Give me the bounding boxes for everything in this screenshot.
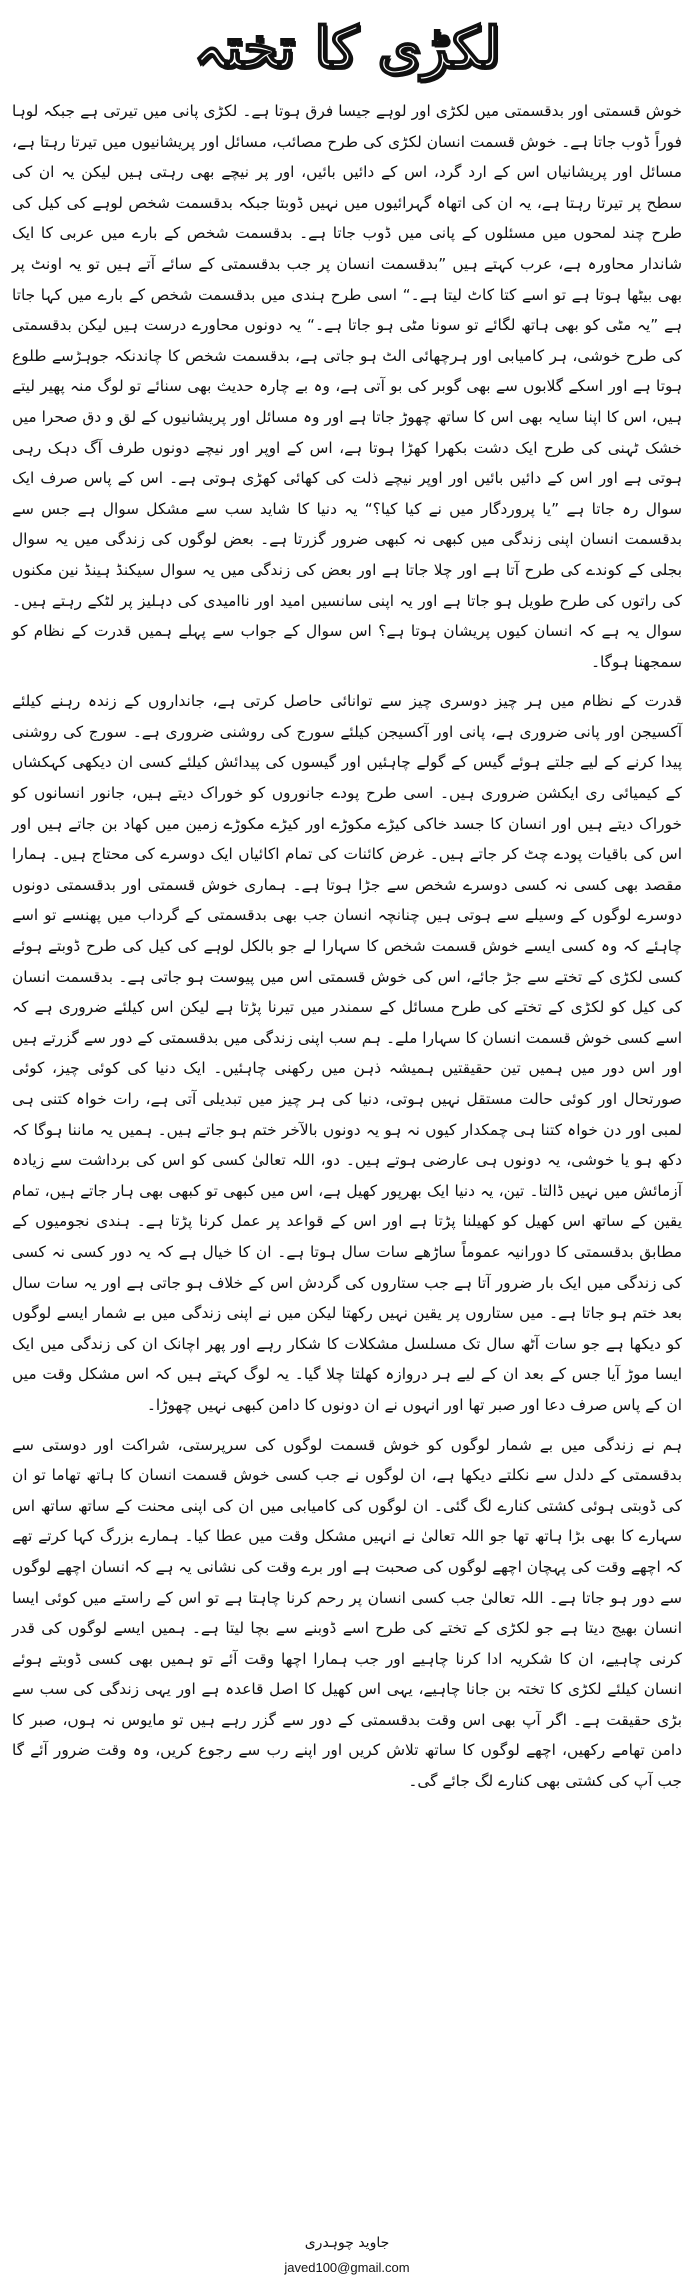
article-paragraph: ہم نے زندگی میں بے شمار لوگوں کو خوش قسمت لوگوں کی سرپرستی، شراکت اور دوستی سے بدقسمتی کے دلدل سے نکلتے دیکھا ہے، ان لوگوں نے جب کسی خوش قسمت انسان کا ہاتھ تھاما تو ان کی ڈوبتی ہوئی کشتی کنارے لگ گئی۔ ان لوگوں کی کامیابی میں ان کی اپنی محنت کے ساتھ ساتھ اس سہارے کا بھی بڑا ہاتھ تھا جو اللہ تعالیٰ نے انہیں مشکل وقت میں عطا کیا۔ ہمارے بزرگ کہا کرتے تھے کہ اچھے وقت کی پہچان اچھے لوگوں کی صحبت ہے اور برے وقت کی نشانی یہ ہے کہ انسان اچھے لوگوں سے دور ہو جاتا ہے۔ اللہ تعالیٰ جب کسی انسان پر رحم کرنا چاہتا ہے تو اس کے راستے میں کوئی ایسا انسان بھیج دیتا ہے جو لکڑی کے تختے کی طرح اسے ڈوبنے سے بچا لیتا ہے۔ ہمیں ایسے لوگوں کی قدر کرنی چاہیے، ان کا شکریہ ادا کرنا چاہیے اور جب ہمارا اچھا وقت آئے تو ہمیں بھی کسی ڈوبتے ہوئے انسان کیلئے لکڑی کا تختہ بن جانا چاہیے، یہی اس کھیل کا اصل قاعدہ ہے اور یہی زندگی کی سب سے بڑی حقیقت ہے۔ اگر آپ بھی اس وقت بدقسمتی کے دور سے گزر رہے ہیں تو مایوس نہ ہوں، صبر کا دامن تھامے رکھیں، اچھے لوگوں کا ساتھ تلاش کریں اور اپنے رب سے رجوع کریں، وہ وقت ضرور آئے گا جب آپ کی کشتی بھی کنارے لگ جائے گی۔ xyxy=(12,1435,682,1791)
article-paragraph: قدرت کے نظام میں ہر چیز دوسری چیز سے توانائی حاصل کرتی ہے، جانداروں کے زندہ رہنے کیلئے آکسیجن اور پانی ضروری ہے، پانی اور آکسیجن کیلئے سورج کی روشنی ضروری ہے۔ سورج کی روشنی پیدا کرنے کے لیے جلتے ہوئے گیس کے گولے چاہئیں اور گیسوں کی پیدائش کیلئے کسی ان دیکھی کہکشاں کے کیمیائی ری ایکشن ضروری ہیں۔ اسی طرح پودے جانوروں کو خوراک دیتے ہیں، جانور انسانوں کو خوراک دیتے ہیں اور انسان کا جسد خاکی کیڑے مکوڑے اور کیڑے مکوڑے زمین میں کھاد بن جاتے ہیں اور اس کی باقیات پودے چٹ کر جاتے ہیں۔ غرض کائنات کی تمام اکائیاں ایک دوسرے کی محتاج ہیں۔ ہمارا مقصد بھی کسی نہ کسی دوسرے شخص سے جڑا ہوتا ہے۔ ہماری خوش قسمتی اور بدقسمتی دونوں دوسرے لوگوں کے وسیلے سے ہوتی ہیں چنانچہ انسان جب بھی بدقسمتی کے گرداب میں پھنسے تو اسے چاہئے کہ وہ کسی ایسے خوش قسمت شخص کا سہارا لے جو بالکل لوہے کی کیل کی طرح ڈوبتے ہوئے کسی لکڑی کے تختے سے جڑ جائے، اس کی خوش قسمتی اس میں پیوست ہو جاتی ہے۔ بدقسمت انسان کی کیل کو لکڑی کے تختے کی طرح مسائل کے سمندر میں تیرنا پڑتا ہے لیکن اس کیلئے ضروری ہے کہ اسے کسی خوش قسمت انسان کا سہارا ملے۔ ہم سب اپنی زندگی میں بدقسمتی کے دور سے گزرتے ہیں اور اس دور میں ہمیں تین حقیقتیں ہمیشہ ذہن میں رکھنی چاہئیں۔ ایک دنیا کی کوئی چیز، کوئی صورتحال اور کوئی حالت مستقل نہیں ہوتی، دنیا کی ہر چیز میں تبدیلی آتی ہے، رات خواہ کتنی ہی لمبی اور دن خواہ کتنا ہی چمکدار کیوں نہ ہو یہ دونوں بالآخر ختم ہو جاتے ہیں۔ ہمیں یہ ماننا ہوگا کہ دکھ ہو یا خوشی، یہ دونوں ہی عارضی ہوتے ہیں۔ دو، اللہ تعالیٰ کسی کو اس کی برداشت سے زیادہ آزمائش میں نہیں ڈالتا۔ تین، یہ دنیا ایک بھرپور کھیل ہے، اس میں کبھی تو کبھی بھی ہار جاتے ہیں، تمام یقین کے ساتھ اس کھیل کو کھیلنا پڑتا ہے اور اس کے قواعد پر عمل کرنا پڑتا ہے۔ ہندی نجومیوں کے مطابق بدقسمتی کا دورانیہ عموماً ساڑھے سات سال ہوتا ہے۔ ان کا خیال ہے کہ یہ دور کسی نہ کسی کی زندگی میں ایک بار ضرور آتا ہے جب ستاروں کی گردش اس کے خلاف ہو جاتی ہے اور یہ سات سال بعد ختم ہو جاتا ہے۔ میں ستاروں پر یقین نہیں رکھتا لیکن میں نے اپنی زندگی میں بے شمار ایسے لوگوں کو دیکھا ہے جو سات آٹھ سال تک مسلسل مشکلات کا شکار رہے اور پھر اچانک ان کی زندگی میں ایک ایسا موڑ آیا جس کے بعد ان کے لیے ہر دروازہ کھلتا چلا گیا۔ یہ لوگ کہتے ہیں کہ اس مشکل وقت میں ان کے پاس صرف دعا اور صبر تھا اور انہوں نے ان دونوں کا دامن کبھی نہیں چھوڑا۔ xyxy=(12,692,682,1414)
article-body xyxy=(12,96,682,1806)
article-paragraph: خوش قسمتی اور بدقسمتی میں لکڑی اور لوہے جیسا فرق ہوتا ہے۔ لکڑی پانی میں تیرتی ہے جبکہ لوہا فوراً ڈوب جاتا ہے۔ خوش قسمت انسان لکڑی کی طرح مصائب، مسائل اور پریشانیوں میں تیرتا رہتا ہے، مسائل اور پریشانیاں اس کے ارد گرد، اس کے دائیں بائیں، اور پر نیچے بھی رہتی ہیں لیکن یہ ان کی سطح پر تیرتا رہتا ہے، یہ ان کی اتھاہ گہرائیوں میں نہیں ڈوبتا جبکہ بدقسمت شخص لوہے کی کیل کی طرح چند لمحوں میں مسئلوں کے پانی میں ڈوب جاتا ہے۔ بدقسمت شخص کے بارے میں عربی کا ایک شاندار محاورہ ہے، عرب کہتے ہیں ”بدقسمت انسان پر جب بدقسمتی کے سائے آتے ہیں تو یہ اونٹ پر بھی بیٹھا ہوتا ہے تو اسے کتا کاٹ لیتا ہے۔“ اسی طرح ہندی میں بدقسمت شخص کے بارے میں کہا جاتا ہے ”یہ مٹی کو بھی ہاتھ لگائے تو سونا مٹی ہو جاتا ہے۔“ یہ دونوں محاورے درست ہیں لیکن بدقسمتی کی طرح خوشی، ہر کامیابی اور ہرچھائی الٹ ہو جاتی ہے، بدقسمت شخص کا چاندنکہ جوہڑسے طلوع ہوتا ہے اور اسکے گلابوں سے بھی گوبر کی بو آتی ہے، وہ بے چارہ حدیث بھی سنائے تو لوگ منہ پھیر لیتے ہیں، اس کا اپنا سایہ بھی اس کا ساتھ چھوڑ جاتا ہے اور وہ مسائل اور پریشانیوں کے لق و دق صحرا میں خشک ٹہنی کی طرح ایک دشت بکھرا کھڑا ہوتا ہے، اس کے اوپر اور نیچے دونوں طرف آگ دہک رہی ہوتی ہے اور اس کے دائیں بائیں اور اوپر نیچے ذلت کی کھائی کھڑی ہوتی ہے۔ اس کے پاس صرف ایک سوال رہ جاتا ہے ”یا پروردگار میں نے کیا کیا؟“ یہ دنیا کا شاید سب سے مشکل سوال ہے جس سے بدقسمت انسان اپنی زندگی میں کبھی نہ کبھی ضرور گزرتا ہے۔ بعض لوگوں کی زندگی میں یہ سوال بجلی کے کوندے کی طرح آتا ہے اور چلا جاتا ہے اور بعض کی زندگی میں یہ سوال سیکنڈ ہینڈ نین مکنوں کی راتوں کی طرح طویل ہو جاتا ہے اور یہ اپنی سانسیں امید اور ناامیدی کی دہلیز پر لٹکے رہتے ہیں۔ سوال یہ ہے کہ انسان کیوں پریشان ہوتا ہے؟ اس سوال کے جواب سے پہلے ہمیں قدرت کے نظام کو سمجھنا ہوگا۔ xyxy=(12,102,682,671)
author-byline: جاوید چوہدری xyxy=(304,2235,390,2251)
title-banner xyxy=(0,10,694,88)
author-email[interactable]: javed100@gmail.com xyxy=(284,2260,410,2275)
column-title: لکڑی کا تختہ xyxy=(193,15,501,81)
